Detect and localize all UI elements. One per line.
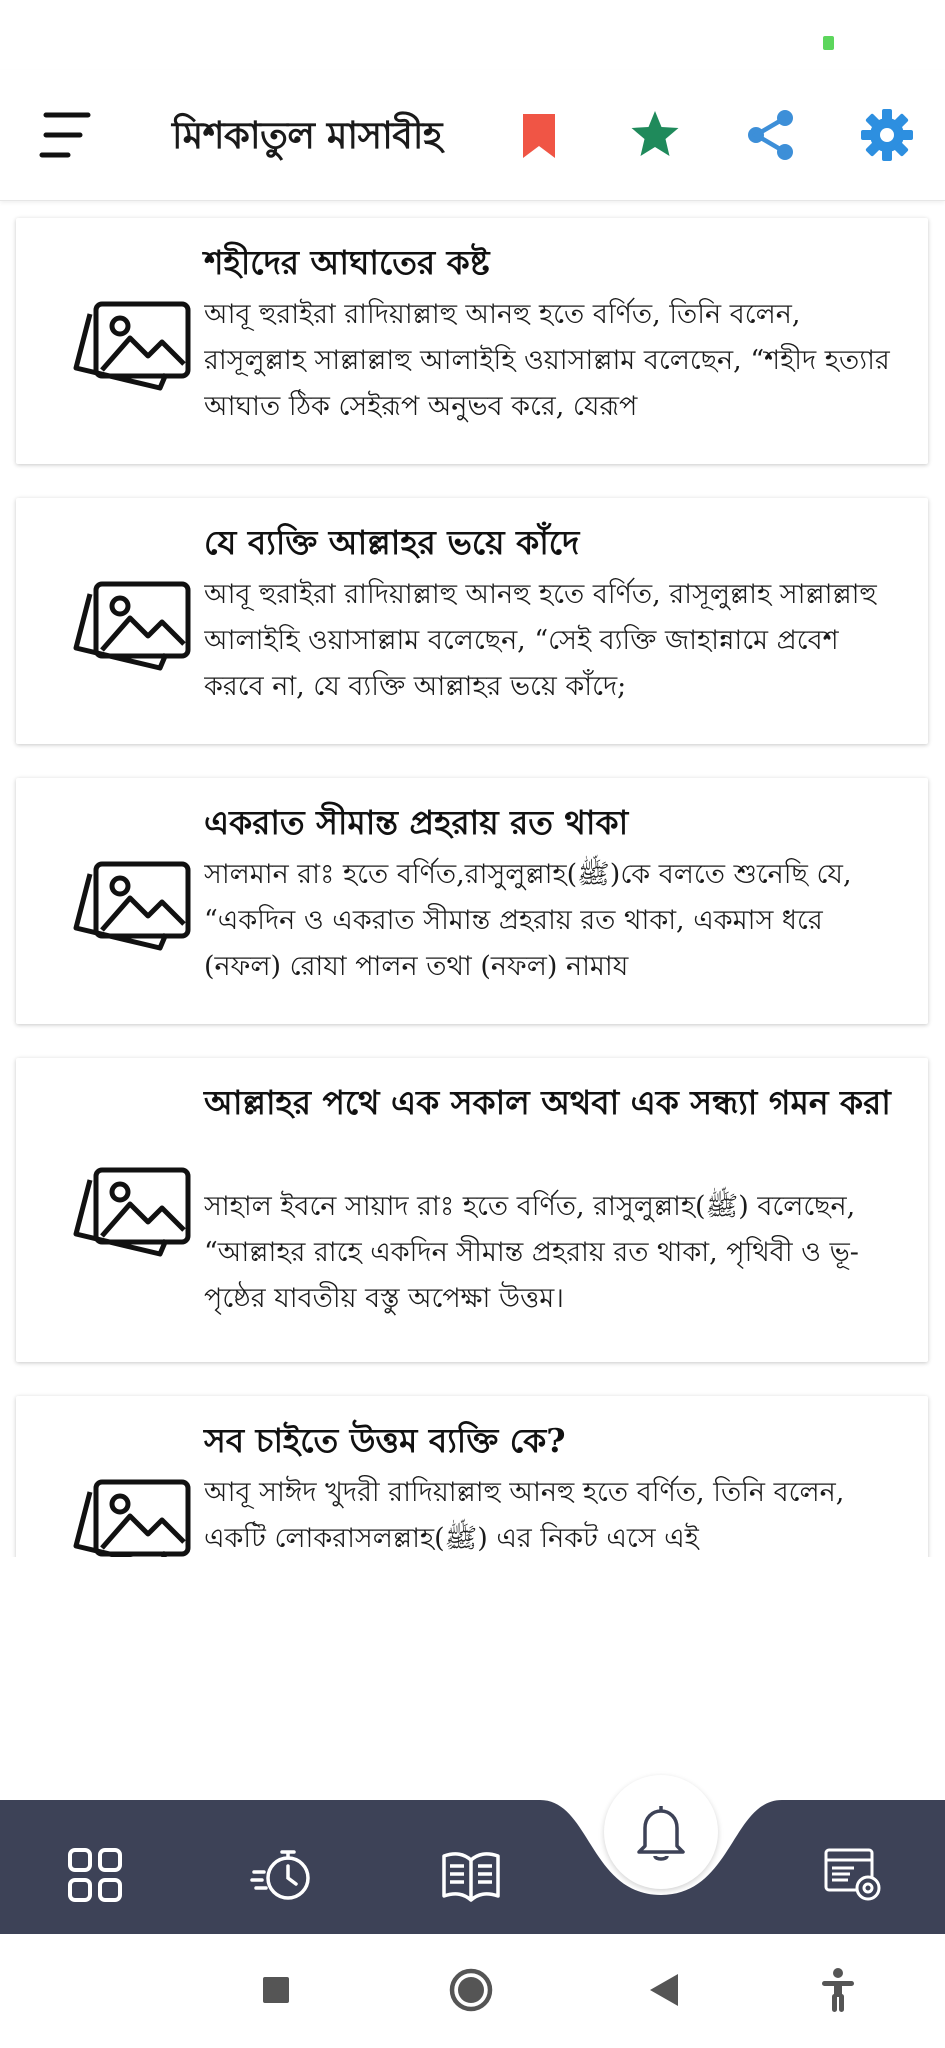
card-title: একরাত সীমান্ত প্রহরায় রত থাকা (204, 803, 629, 842)
system-navigation-bar (0, 1934, 945, 2048)
card-body: সালমান রাঃ হতে বর্ণিত,রাসুলুল্লাহ(ﷺ)কে বলতে শুনেছি যে, “একদিন ও একরাত সীমান্ত প্রহরায় রত থাকা, একমাস ধরে (নফল) রোযা পালন তথা (নফল) নামায (204, 859, 852, 982)
favorites-button[interactable] (626, 106, 684, 164)
status-indicator-icon (823, 36, 834, 50)
nav-books-button[interactable] (438, 1842, 504, 1908)
home-circle-icon (443, 1962, 499, 2018)
page-title (172, 108, 442, 162)
card-title: যে ব্যক্তি আল্লাহর ভয়ে কাঁদে (204, 523, 580, 562)
recents-square-icon (248, 1962, 304, 2018)
settings-icon (858, 106, 916, 164)
settings-button[interactable] (858, 106, 916, 164)
card-title: সব চাইতে উত্তম ব্যক্তি কে? (204, 1421, 566, 1460)
list-item[interactable] (16, 218, 928, 464)
back-button[interactable] (638, 1962, 694, 2018)
notifications-button[interactable] (604, 1775, 718, 1889)
bookmark-icon (510, 106, 568, 164)
list-item[interactable] (16, 498, 928, 744)
back-triangle-icon (638, 1962, 694, 2018)
share-icon (742, 106, 800, 164)
bottom-navigation (0, 1800, 945, 1934)
star-icon (626, 106, 684, 164)
card-body: সাহাল ইবনে সায়াদ রাঃ হতে বর্ণিত, রাসুলুল্লাহ(ﷺ) বলেছেন, “আল্লাহর রাহে একদিন সীমান্ত প্রহরায় রত থাকা, পৃথিবী ও ভূ-পৃষ্ঠের যাবতীয় বস্তু অপেক্ষা উত্তম। (204, 1191, 859, 1314)
app-bar (0, 70, 945, 201)
share-button[interactable] (742, 106, 800, 164)
list-item[interactable] (16, 1058, 928, 1362)
menu-icon (38, 105, 94, 165)
nav-categories-button[interactable] (62, 1842, 128, 1908)
bookmark-button[interactable] (510, 106, 568, 164)
page-title-text: মিশকাতুল মাসাবীহ (172, 113, 442, 157)
image-placeholder-icon (60, 284, 200, 404)
card-title: শহীদের আঘাতের কষ্ট (204, 243, 490, 282)
browser-settings-icon (820, 1842, 886, 1908)
image-placeholder-icon (60, 1150, 200, 1270)
grid-icon (62, 1842, 128, 1908)
hadith-list (0, 202, 945, 1557)
stopwatch-icon (250, 1842, 316, 1908)
list-item[interactable] (16, 1396, 928, 1557)
accessibility-icon (810, 1962, 866, 2018)
card-body: আবূ সাঈদ খুদরী রাদিয়াল্লাহু আনহু হতে বর্ণিত, তিনি বলেন, একটি লোকরাসলল্লাহ(ﷺ) এর নিকট এসে এই (204, 1477, 845, 1554)
card-body: আবূ হুরাইরা রাদিয়াল্লাহু আনহু হতে বর্ণিত, রাসূলুল্লাহ সাল্লাল্লাহু আলাইহি ওয়াসাল্লাম বলেছেন, “সেই ব্যক্তি জাহান্নামে প্রবেশ করবে না, যে ব্যক্তি আল্লাহর ভয়ে কাঁদে; (204, 579, 877, 702)
bell-icon (631, 1800, 691, 1864)
recents-button[interactable] (248, 1962, 304, 2018)
list-item[interactable] (16, 778, 928, 1024)
accessibility-button[interactable] (810, 1962, 866, 2018)
image-placeholder-icon (60, 1462, 200, 1557)
image-placeholder-icon (60, 844, 200, 964)
home-button[interactable] (443, 1962, 499, 2018)
menu-button[interactable] (38, 105, 94, 165)
nav-history-button[interactable] (250, 1842, 316, 1908)
image-placeholder-icon (60, 564, 200, 684)
card-title: আল্লাহর পথে এক সকাল অথবা এক সন্ধ্যা গমন করা (204, 1083, 891, 1122)
book-icon (438, 1842, 504, 1908)
card-body: আবূ হুরাইরা রাদিয়াল্লাহু আনহু হতে বর্ণিত, তিনি বলেন, রাসূলুল্লাহ সাল্লাল্লাহু আলাইহি ওয়াসাল্লাম বলেছেন, “শহীদ হত্যার আঘাত ঠিক সেইরূপ অনুভব করে, যেরূপ (204, 299, 890, 422)
nav-web-settings-button[interactable] (820, 1842, 886, 1908)
